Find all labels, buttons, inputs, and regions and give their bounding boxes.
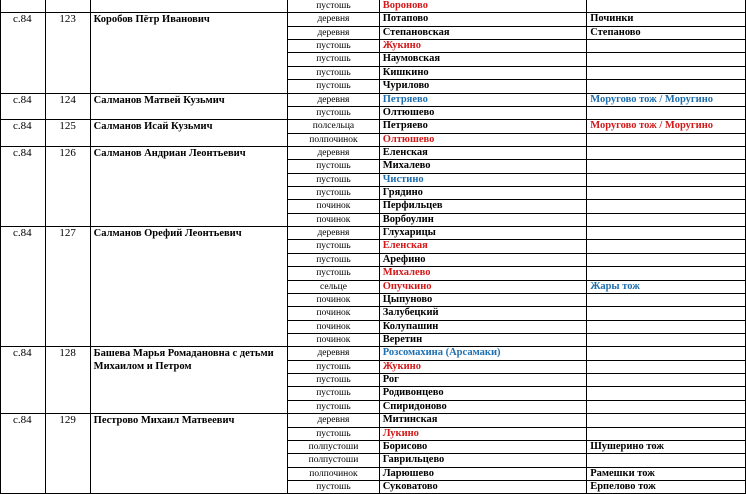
alias-note-cell: [587, 414, 746, 427]
table-row: [1, 146, 746, 159]
settlement-type-cell: пустошь: [288, 106, 380, 119]
settlement-name-cell: Наумовская: [379, 53, 586, 66]
alias-note-cell: [587, 146, 746, 159]
settlement-type-cell: пустошь: [288, 173, 380, 186]
settlement-type-cell: починок: [288, 200, 380, 213]
owner-name-cell: Салманов Орефий Леонтьевич: [90, 227, 288, 347]
alias-note-cell: Жары тож: [587, 280, 746, 293]
settlement-name-cell: Степановская: [379, 26, 586, 39]
settlement-type-cell: пустошь: [288, 400, 380, 413]
alias-note-cell: [587, 293, 746, 306]
settlement-name-cell: Олтюшево: [379, 133, 586, 146]
entry-number-cell: [45, 0, 90, 13]
page-ref-cell: с.84: [1, 146, 46, 226]
page-ref-cell: с.84: [1, 414, 46, 494]
settlement-name-cell: Ворбоулин: [379, 213, 586, 226]
settlement-name-cell: Розсомахина (Арсамаки): [379, 347, 586, 360]
table-row: [1, 93, 746, 106]
settlement-type-cell: деревня: [288, 26, 380, 39]
settlement-name-cell: Кишкино: [379, 66, 586, 79]
settlement-type-cell: сельце: [288, 280, 380, 293]
settlement-type-cell: пустошь: [288, 187, 380, 200]
settlement-name-cell: Митинская: [379, 414, 586, 427]
settlement-name-cell: Михалево: [379, 160, 586, 173]
settlement-type-cell: деревня: [288, 347, 380, 360]
settlement-name-cell: Грядино: [379, 187, 586, 200]
entry-number-cell: 126: [45, 146, 90, 226]
alias-note-cell: [587, 40, 746, 53]
alias-note-cell: [587, 454, 746, 467]
alias-note-cell: [587, 387, 746, 400]
settlement-name-cell: Спиридоново: [379, 400, 586, 413]
alias-note-cell: [587, 333, 746, 346]
settlement-name-cell: Вороново: [379, 0, 586, 13]
settlement-name-cell: Родивонцево: [379, 387, 586, 400]
alias-note-cell: Шушерино тож: [587, 440, 746, 453]
alias-note-cell: Ерпелово тож: [587, 480, 746, 493]
settlement-type-cell: деревня: [288, 13, 380, 26]
settlement-name-cell: Колупашин: [379, 320, 586, 333]
entry-number-cell: 125: [45, 120, 90, 147]
alias-note-cell: [587, 267, 746, 280]
settlement-type-cell: пустошь: [288, 66, 380, 79]
settlement-name-cell: Жукино: [379, 40, 586, 53]
owner-name-cell: Салманов Андриан Леонтьевич: [90, 146, 288, 226]
alias-note-cell: [587, 66, 746, 79]
settlement-name-cell: Еленская: [379, 146, 586, 159]
entry-number-cell: 123: [45, 13, 90, 93]
owner-name-cell: Салманов Матвей Кузьмич: [90, 93, 288, 120]
settlement-type-cell: деревня: [288, 414, 380, 427]
settlement-name-cell: Гаврильцево: [379, 454, 586, 467]
alias-note-cell: [587, 427, 746, 440]
page-ref-cell: с.84: [1, 347, 46, 414]
alias-note-cell: [587, 213, 746, 226]
alias-note-cell: [587, 374, 746, 387]
table-row: [1, 227, 746, 240]
settlement-name-cell: Залубецкий: [379, 307, 586, 320]
settlement-name-cell: Жукино: [379, 360, 586, 373]
alias-note-cell: [587, 173, 746, 186]
owner-name-cell: Башева Марья Ромадановна с детьми Михаилом и Петром: [90, 347, 288, 414]
settlement-name-cell: Михалево: [379, 267, 586, 280]
settlement-name-cell: Петряево: [379, 93, 586, 106]
owner-name-cell: [90, 0, 288, 13]
page-ref-cell: [1, 0, 46, 13]
settlement-type-cell: деревня: [288, 227, 380, 240]
alias-note-cell: Рамешки тож: [587, 467, 746, 480]
settlement-type-cell: пустошь: [288, 80, 380, 93]
table-row: [1, 0, 746, 13]
settlement-type-cell: полсельца: [288, 120, 380, 133]
settlement-type-cell: деревня: [288, 93, 380, 106]
alias-note-cell: [587, 347, 746, 360]
census-table-body: [1, 0, 746, 494]
alias-note-cell: [587, 160, 746, 173]
settlement-name-cell: Веретин: [379, 333, 586, 346]
settlement-type-cell: полпустоши: [288, 454, 380, 467]
settlement-name-cell: Цыпуново: [379, 293, 586, 306]
settlement-type-cell: полпустоши: [288, 440, 380, 453]
alias-note-cell: [587, 200, 746, 213]
settlement-type-cell: пустошь: [288, 240, 380, 253]
settlement-type-cell: полпочинок: [288, 133, 380, 146]
settlement-name-cell: Арефино: [379, 253, 586, 266]
page-ref-cell: с.84: [1, 93, 46, 120]
entry-number-cell: 128: [45, 347, 90, 414]
settlement-name-cell: Чурилово: [379, 80, 586, 93]
page-ref-cell: с.84: [1, 227, 46, 347]
alias-note-cell: [587, 253, 746, 266]
settlement-type-cell: пустошь: [288, 253, 380, 266]
table-row: [1, 120, 746, 133]
settlement-type-cell: деревня: [288, 146, 380, 159]
alias-note-cell: [587, 227, 746, 240]
alias-note-cell: [587, 307, 746, 320]
alias-note-cell: [587, 187, 746, 200]
settlement-type-cell: пустошь: [288, 0, 380, 13]
settlement-type-cell: полпочинок: [288, 467, 380, 480]
alias-note-cell: [587, 240, 746, 253]
settlement-type-cell: починок: [288, 307, 380, 320]
settlement-name-cell: Олтюшево: [379, 106, 586, 119]
alias-note-cell: Степаново: [587, 26, 746, 39]
page-ref-cell: с.84: [1, 13, 46, 93]
alias-note-cell: [587, 106, 746, 119]
settlement-type-cell: пустошь: [288, 160, 380, 173]
settlement-name-cell: Лукино: [379, 427, 586, 440]
settlement-type-cell: починок: [288, 293, 380, 306]
owner-name-cell: Пестрово Михаил Матвеевич: [90, 414, 288, 494]
alias-note-cell: [587, 80, 746, 93]
alias-note-cell: Починки: [587, 13, 746, 26]
table-row: [1, 347, 746, 360]
settlement-type-cell: пустошь: [288, 53, 380, 66]
settlement-type-cell: пустошь: [288, 374, 380, 387]
table-row: [1, 414, 746, 427]
settlement-type-cell: пустошь: [288, 40, 380, 53]
settlement-name-cell: Суковатово: [379, 480, 586, 493]
settlement-type-cell: починок: [288, 333, 380, 346]
alias-note-cell: Моругово тож / Моругино: [587, 120, 746, 133]
alias-note-cell: [587, 0, 746, 13]
settlement-name-cell: Глухарицы: [379, 227, 586, 240]
settlement-name-cell: Петряево: [379, 120, 586, 133]
owner-name-cell: Коробов Пётр Иванович: [90, 13, 288, 93]
settlement-name-cell: Чистино: [379, 173, 586, 186]
settlement-name-cell: Рог: [379, 374, 586, 387]
alias-note-cell: [587, 400, 746, 413]
settlement-type-cell: починок: [288, 320, 380, 333]
settlement-type-cell: пустошь: [288, 427, 380, 440]
settlement-type-cell: пустошь: [288, 360, 380, 373]
settlement-type-cell: пустошь: [288, 387, 380, 400]
alias-note-cell: Моругово тож / Моругино: [587, 93, 746, 106]
settlement-type-cell: починок: [288, 213, 380, 226]
alias-note-cell: [587, 133, 746, 146]
alias-note-cell: [587, 360, 746, 373]
settlement-type-cell: пустошь: [288, 480, 380, 493]
page-ref-cell: с.84: [1, 120, 46, 147]
alias-note-cell: [587, 53, 746, 66]
owner-name-cell: Салманов Исай Кузьмич: [90, 120, 288, 147]
settlement-name-cell: Потапово: [379, 13, 586, 26]
settlement-name-cell: Ларюшево: [379, 467, 586, 480]
alias-note-cell: [587, 320, 746, 333]
settlement-name-cell: Опучкино: [379, 280, 586, 293]
settlement-name-cell: Борисово: [379, 440, 586, 453]
settlement-type-cell: пустошь: [288, 267, 380, 280]
settlement-name-cell: Перфильцев: [379, 200, 586, 213]
entry-number-cell: 129: [45, 414, 90, 494]
settlement-name-cell: Еленская: [379, 240, 586, 253]
entry-number-cell: 124: [45, 93, 90, 120]
table-row: [1, 13, 746, 26]
entry-number-cell: 127: [45, 227, 90, 347]
